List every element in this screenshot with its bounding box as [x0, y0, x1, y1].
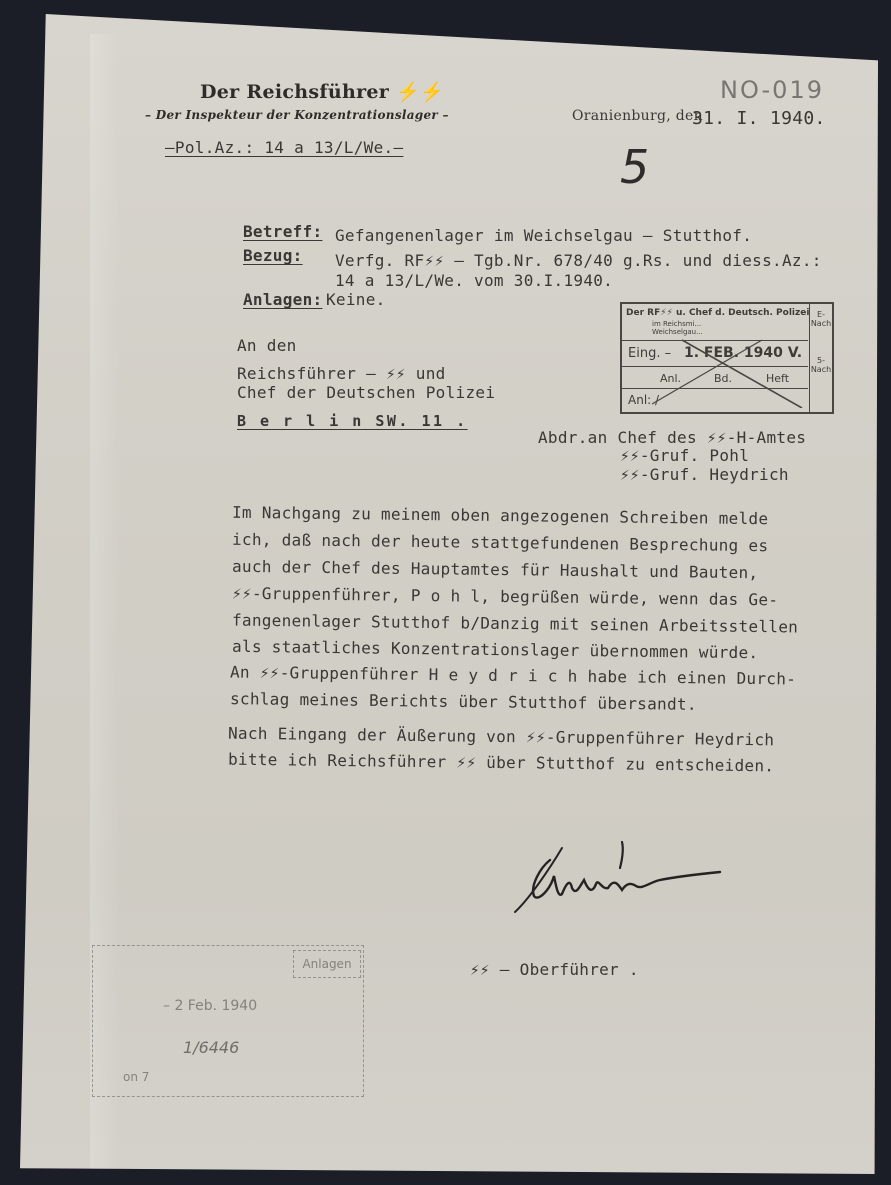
bezug-line-1: Verfg. RF⚡⚡ – Tgb.Nr. 678/40 g.Rs. und diess.Az.:	[335, 251, 822, 270]
place-label: Oranienburg, den	[572, 108, 703, 124]
body-line: schlag meines Berichts über Stutthof übersandt.	[229, 689, 697, 714]
stamp-eing-label: Eing. –	[628, 346, 672, 361]
body-line: ⚡⚡-Gruppenführer, P o h l, begrüßen würde, wenn das Ge-	[231, 583, 779, 610]
anlagen-label: Anlagen:	[243, 290, 323, 309]
faded-registry-stamp	[92, 945, 364, 1097]
body-line: bitte ich Reichsführer ⚡⚡ über Stutthof zu entscheiden.	[227, 749, 775, 776]
bezug-label: Bezug:	[243, 246, 303, 265]
stamp-col-heft: Heft	[766, 372, 790, 385]
stamp-bottom: Anl: /	[628, 393, 660, 407]
letter-date: 31. I. 1940.	[692, 108, 826, 129]
stamp-header: Der RF⚡⚡ u. Chef d. Deutsch. Polizei	[626, 308, 810, 318]
anlagen-text: Keine.	[326, 290, 386, 309]
letterhead-subtitle: – Der Inspekteur der Konzentrationslager –	[145, 108, 449, 122]
faded-stamp-date: – 2 Feb. 1940	[163, 998, 258, 1014]
recipient-line-3: Chef der Deutschen Polizei	[237, 383, 496, 402]
betreff-label: Betreff:	[243, 222, 323, 241]
recipient-line-2: Reichsführer – ⚡⚡ und	[237, 364, 446, 383]
betreff-text: Gefangenenlager im Weichselgau – Stutthof.	[335, 226, 753, 245]
copies-line-1: Abdr.an Chef des ⚡⚡-H-Amtes	[538, 428, 807, 447]
body-line: fangenenlager Stutthof b/Danzig mit seinen Arbeitsstellen	[231, 610, 799, 637]
body-line: An ⚡⚡-Gruppenführer H e y d r i c h habe ich einen Durch-	[229, 662, 797, 689]
body-line: als staatliches Konzentrationslager übernommen würde.	[231, 636, 759, 663]
recipient-city: B e r l i n SW. 11 .	[237, 412, 468, 430]
stamp-eing-date: 1. FEB. 1940 V.	[684, 345, 803, 361]
page-mark: 5	[620, 140, 650, 194]
body-line: auch der Chef des Hauptamtes für Haushalt und Bauten,	[231, 556, 759, 583]
stamp-col-bd: Bd.	[714, 372, 733, 385]
stamp-sub-1: im Reichsmi...	[652, 320, 702, 328]
stamp-side-bottom: 5-Nach	[810, 356, 832, 374]
archive-number: NO-019	[720, 76, 824, 104]
bezug-line-2: 14 a 13/L/We. vom 30.I.1940.	[335, 271, 614, 290]
handwritten-signature	[510, 838, 740, 918]
body-line: Im Nachgang zu meinem oben angezogenen Schreiben melde	[231, 502, 769, 529]
body-line: ich, daß nach der heute stattgefundenen Besprechung es	[231, 529, 769, 556]
stamp-side-top: E-Nach	[810, 310, 832, 328]
letterhead-title: Der Reichsführer ⚡⚡	[200, 81, 444, 103]
letterhead-reference: –Pol.Az.: 14 a 13/L/We.–	[165, 138, 404, 157]
body-line: Nach Eingang der Äußerung von ⚡⚡-Gruppenführer Heydrich	[227, 723, 775, 750]
recipient-line-1: An den	[237, 336, 297, 355]
faded-stamp-bottom: on 7	[123, 1070, 150, 1084]
signature-rank: ⚡⚡ – Oberführer .	[470, 960, 639, 979]
stamp-col-anl: Anl.	[660, 372, 682, 385]
faded-stamp-top: Anlagen	[293, 950, 361, 978]
receipt-stamp	[620, 302, 834, 414]
stamp-sub-2: Weichselgau...	[652, 328, 703, 336]
faded-stamp-hand: 1/6446	[183, 1038, 240, 1057]
copies-line-3: ⚡⚡-Gruf. Heydrich	[620, 465, 789, 484]
copies-line-2: ⚡⚡-Gruf. Pohl	[620, 446, 750, 465]
stamp-cross-strike	[622, 304, 828, 408]
